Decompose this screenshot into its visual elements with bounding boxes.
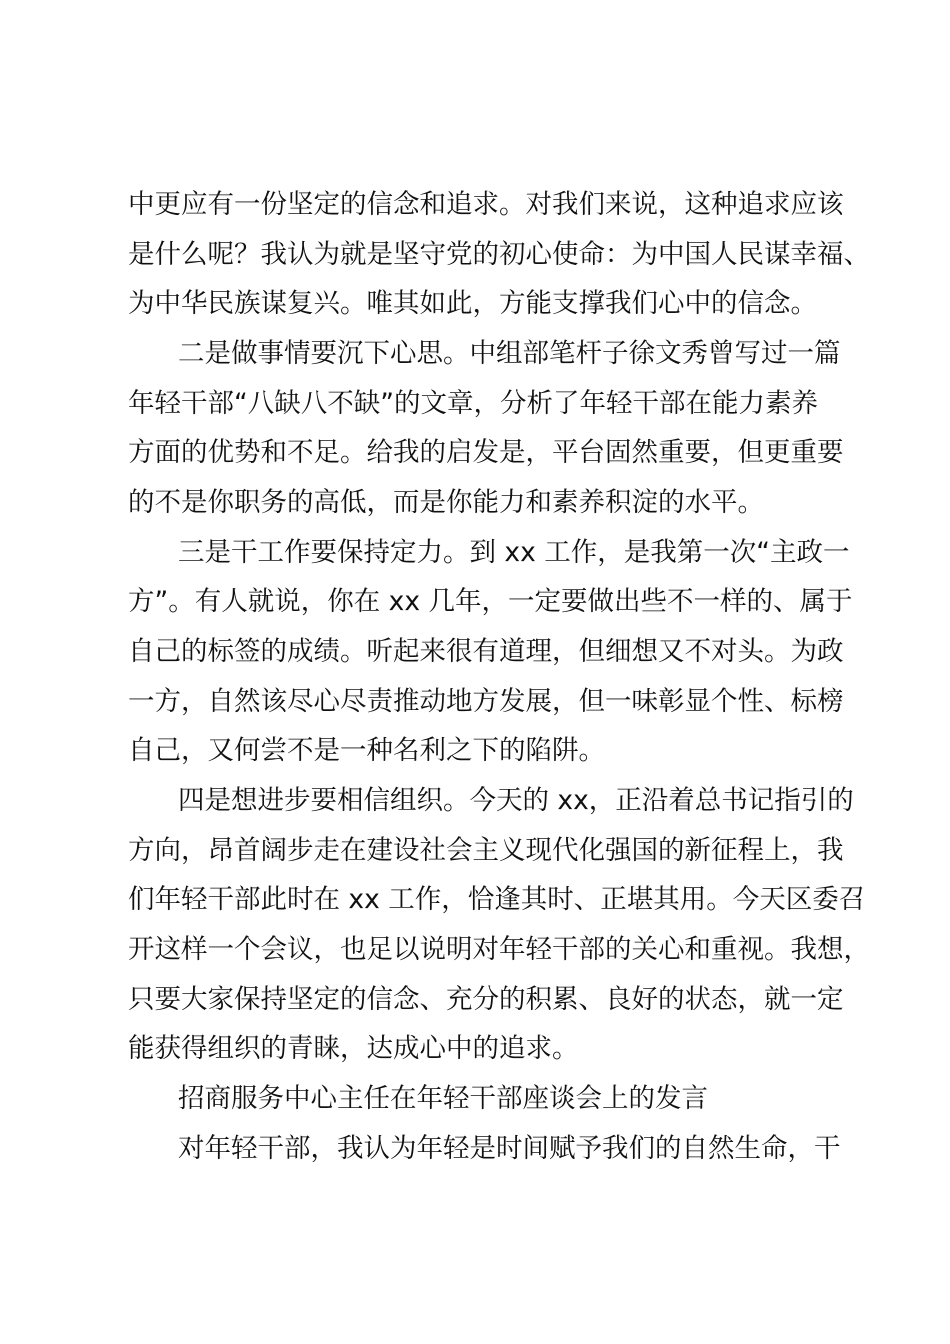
text-line: 方”。有人就说，你在 xx 几年，一定要做出些不一样的、属于 [128, 586, 853, 617]
text-line: 方面的优势和不足。给我的启发是，平台固然重要，但更重要 [128, 437, 844, 468]
text-line: 们年轻干部此时在 xx 工作，恰逢其时、正堪其用。今天区委召 [128, 884, 866, 915]
section-heading: 招商服务中心主任在年轻干部座谈会上的发言 [178, 1083, 708, 1114]
paragraph-start-line: 四是想进步要相信组织。今天的 xx，正沿着总书记指引的 [178, 785, 854, 816]
text-line: 一方，自然该尽心尽责推动地方发展，但一味彰显个性、标榜 [128, 686, 844, 717]
text-line: 为中华民族谋复兴。唯其如此，方能支撑我们心中的信念。 [128, 288, 817, 319]
text-line: 开这样一个会议，也足以说明对年轻干部的关心和重视。我想， [128, 934, 870, 965]
text-line: 自己的标签的成绩。听起来很有道理，但细想又不对头。为政 [128, 636, 844, 667]
text-line: 能获得组织的青睐，达成心中的追求。 [128, 1033, 579, 1064]
text-line: 的不是你职务的高低，而是你能力和素养积淀的水平。 [128, 487, 764, 518]
paragraph-start-line: 对年轻干部，我认为年轻是时间赋予我们的自然生命，干 [178, 1133, 841, 1164]
text-line: 年轻干部“八缺八不缺”的文章，分析了年轻干部在能力素养 [128, 388, 818, 419]
text-line: 方向，昂首阔步走在建设社会主义现代化强国的新征程上，我 [128, 835, 844, 866]
paragraph-start-line: 三是干工作要保持定力。到 xx 工作，是我第一次“主政一 [178, 537, 850, 568]
text-line: 是什么呢？我认为就是坚守党的初心使命：为中国人民谋幸福、 [128, 239, 870, 270]
text-line: 中更应有一份坚定的信念和追求。对我们来说，这种追求应该 [128, 189, 844, 220]
paragraph-start-line: 二是做事情要沉下心思。中组部笔杆子徐文秀曾写过一篇 [178, 338, 841, 369]
text-line: 自己，又何尝不是一种名利之下的陷阱。 [128, 735, 605, 766]
text-line: 只要大家保持坚定的信念、充分的积累、良好的状态，就一定 [128, 984, 844, 1015]
